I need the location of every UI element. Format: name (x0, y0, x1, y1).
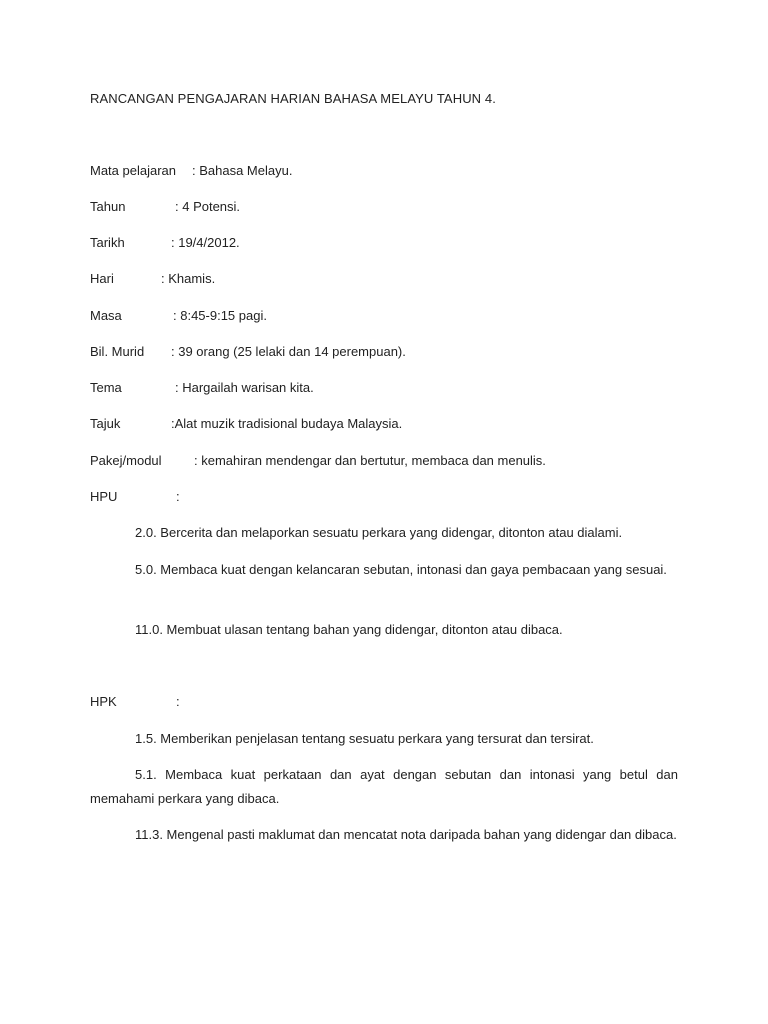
hpk-item-text: 11.3. Mengenal pasti maklumat dan mencatat nota daripada bahan yang didengar dan dibaca. (135, 827, 677, 842)
hpk-item (90, 823, 678, 847)
hpu-item (90, 618, 678, 642)
hpk-item-text: 1.5. Memberikan penjelasan tentang sesuatu perkara yang tersurat dan tersirat. (135, 731, 594, 746)
hpk-item-text: 5.1. Membaca kuat perkataan dan ayat dengan sebutan dan intonasi yang betul dan memahami perkara yang dibaca. (90, 767, 678, 806)
field-value: : Bahasa Melayu. (192, 163, 293, 178)
field-label: Hari (90, 271, 114, 286)
field-label: Tema (90, 380, 122, 395)
field-value: : Khamis. (161, 271, 216, 286)
hpk-item (90, 763, 678, 811)
document-title: RANCANGAN PENGAJARAN HARIAN BAHASA MELAYU TAHUN 4. (90, 91, 496, 106)
field-value: : kemahiran mendengar dan bertutur, membaca dan menulis. (194, 453, 546, 468)
field-value: : 39 orang (25 lelaki dan 14 perempuan). (171, 344, 406, 359)
field-value: : 4 Potensi. (175, 199, 241, 214)
hpk-label: HPK (90, 694, 117, 709)
hpu-item-text: 11.0. Membuat ulasan tentang bahan yang didengar, ditonton atau dibaca. (135, 622, 563, 637)
hpu-item (90, 521, 678, 545)
field-label: Mata pelajaran (90, 163, 176, 178)
field-label: Pakej/modul (90, 453, 162, 468)
field-value: : 8:45-9:15 pagi. (173, 308, 267, 323)
hpu-item-text: 2.0. Bercerita dan melaporkan sesuatu perkara yang didengar, ditonton atau dialami. (135, 525, 623, 540)
hpu-label: HPU (90, 489, 118, 504)
field-label: Bil. Murid (90, 344, 145, 359)
hpk-colon: : (176, 694, 180, 709)
field-label: Tarikh (90, 235, 125, 250)
field-value: : 19/4/2012. (171, 235, 240, 250)
field-label: Tahun (90, 199, 126, 214)
field-value: :Alat muzik tradisional budaya Malaysia. (171, 416, 403, 431)
field-label: Masa (90, 308, 122, 323)
hpu-item-text: 5.0. Membaca kuat dengan kelancaran sebutan, intonasi dan gaya pembacaan yang sesuai. (135, 562, 667, 577)
hpk-item (90, 727, 678, 751)
field-label: Tajuk (90, 416, 121, 431)
field-value: : Hargailah warisan kita. (175, 380, 314, 395)
hpu-colon: : (176, 489, 180, 504)
hpu-item (90, 558, 678, 582)
